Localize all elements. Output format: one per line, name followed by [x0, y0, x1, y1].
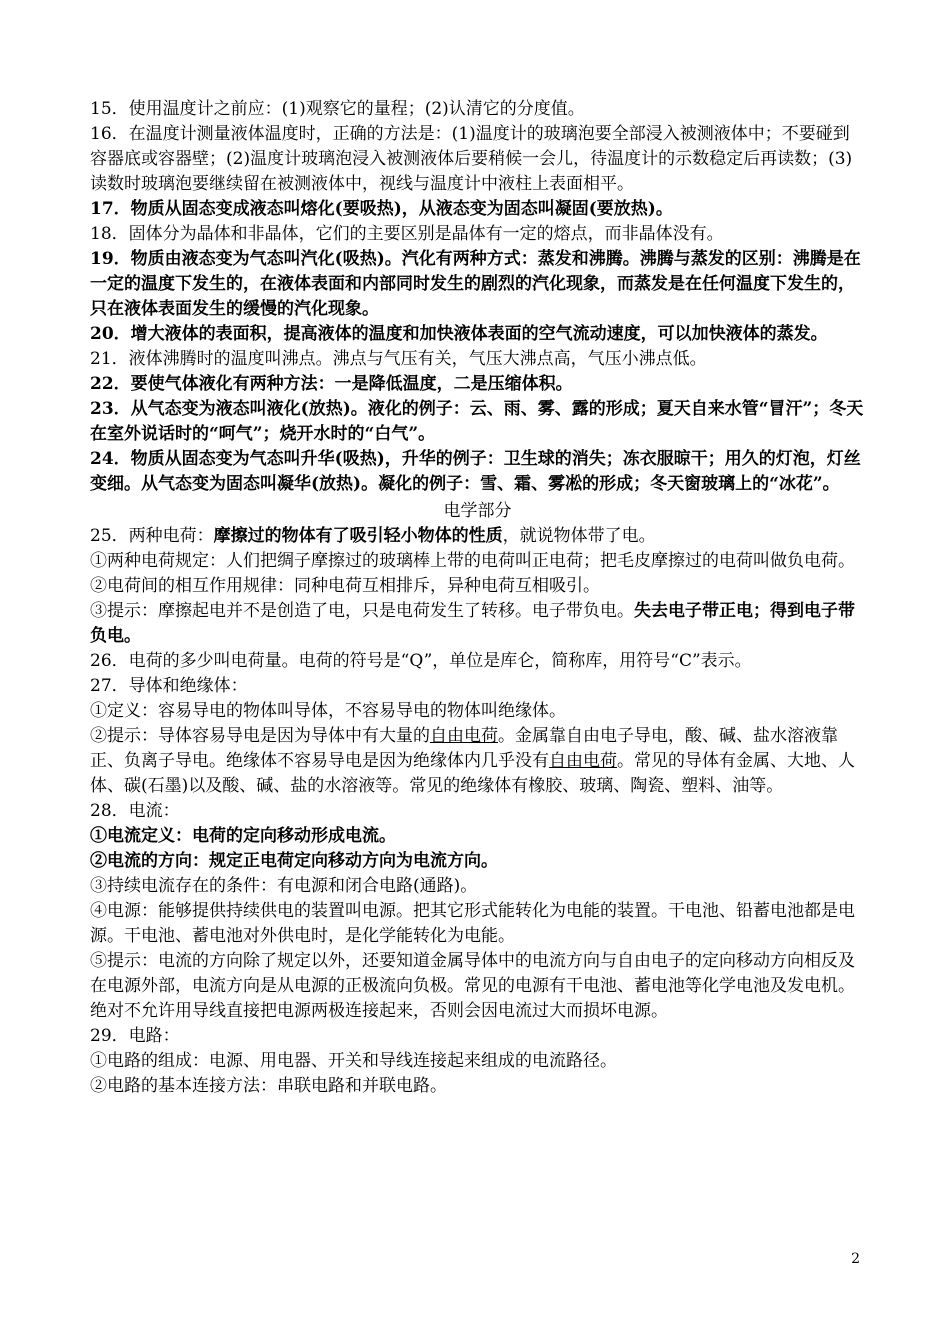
paragraph-27: 27．导体和绝缘体： [90, 676, 248, 696]
paragraph-22: 22．要使气体液化有两种方法：一是降低温度，二是压缩体积。 [90, 374, 573, 394]
paragraph-28-item-5: ⑤提示：电流的方向除了规定以外，还要知道金属导体中的电流方向与自由电子的定向移动方向相反及在电源外部，电流方向是从电源的正极流向负极。常见的电源有干电池、蓄电池等化学电池及发电机。绝对不允许用导线直接把电源两极连接起来，否则会因电流过大而损坏电源。 [90, 951, 855, 1021]
paragraph-21: 21．液体沸腾时的温度叫沸点。沸点与气压有关，气压大沸点高，气压小沸点低。 [90, 349, 707, 369]
paragraph-27-item-2-b: 。金属靠自由电子导电，酸、碱、盐水溶液靠正、负离子导电。绝缘体不容易导电是因为绝缘体内几乎没有 [90, 726, 838, 771]
paragraph-28-item-2: ②电流的方向：规定正电荷定向移动方向为电流方向。 [90, 851, 498, 871]
paragraph-25-item-2: ②电荷间的相互作用规律：同种电荷互相排斥，异种电荷互相吸引。 [90, 576, 600, 596]
paragraph-29-item-2: ②电路的基本连接方法：串联电路和并联电路。 [90, 1076, 447, 1096]
paragraph-27-item-1: ①定义：容易导电的物体叫导体，不容易导电的物体叫绝缘体。 [90, 701, 566, 721]
paragraph-29: 29．电路： [90, 1026, 180, 1046]
paragraph-19: 19．物质由液态变为气态叫汽化(吸热)。汽化有两种方式：蒸发和沸腾。沸腾与蒸发的区别：沸腾是在一定的温度下发生的，在液体表面和内部同时发生的剧烈的汽化现象，而蒸发是在任何温度下发生的，只在液体表面发生的缓慢的汽化现象。 [90, 249, 861, 319]
paragraph-25-item-1: ①两种电荷规定：人们把绸子摩擦过的玻璃棒上带的电荷叫正电荷；把毛皮摩擦过的电荷叫做负电荷。 [90, 551, 855, 571]
paragraph-23: 23．从气态变为液态叫液化(放热)。液化的例子：云、雨、雾、露的形成；夏天自来水管“冒汗”；冬天在室外说话时的“呵气”；烧开水时的“白气”。 [90, 399, 864, 444]
paragraph-27-item-2-c: 。常见的导体有金属、大地、人体、碳(石墨)以及酸、碱、盐的水溶液等。常见的绝缘体有橡胶、玻璃、陶瓷、塑料、油等。 [90, 751, 855, 796]
paragraph-24: 24．物质从固态变为气态叫升华(吸热)，升华的例子：卫生球的消失；冻衣服晾干；用久的灯泡，灯丝变细。从气态变为固态叫凝华(放热)。凝化的例子：雪、霜、雾凇的形成；冬天窗玻璃上的“冰花”。 [90, 449, 861, 494]
underlined-term-1: 自由电荷 [430, 726, 498, 746]
paragraph-28: 28．电流： [90, 801, 180, 821]
paragraph-25-item-3-emphasis: 失去电子带正电；得到电子带负电。 [90, 601, 855, 646]
paragraph-25-emphasis: 摩擦过的物体有了吸引轻小物体的性质 [213, 526, 503, 546]
paragraph-25 [90, 524, 865, 549]
document-body [90, 97, 865, 1099]
paragraph-28-item-3: ③持续电流存在的条件：有电源和闭合电路(通路)。 [90, 876, 478, 896]
paragraph-25-tail: ，就说物体带了电。 [502, 526, 656, 546]
paragraph-25-item-3-text: ③提示：摩擦起电并不是创造了电，只是电荷发生了转移。电子带负电。 [90, 601, 634, 621]
page-number: 2 [851, 1251, 860, 1267]
paragraph-29-item-1: ①电路的组成：电源、用电器、开关和导线连接起来组成的电流路径。 [90, 1051, 617, 1071]
paragraph-15: 15．使用温度计之前应：(1)观察它的量程；(2)认清它的分度值。 [90, 99, 585, 119]
paragraph-25-lead: 25．两种电荷： [90, 526, 214, 546]
paragraph-20: 20．增大液体的表面积，提高液体的温度和加快液体表面的空气流动速度，可以加快液体的蒸发。 [90, 324, 828, 344]
underlined-term-2: 自由电荷 [549, 751, 617, 771]
paragraph-28-item-1: ①电流定义：电荷的定向移动形成电流。 [90, 826, 396, 846]
paragraph-16: 16．在温度计测量液体温度时，正确的方法是：(1)温度计的玻璃泡要全部浸入被测液体中；不要碰到容器底或容器壁；(2)温度计玻璃泡浸入被测液体后要稍候一会儿，待温度计的示数稳定后再读数；(3)读数时玻璃泡要继续留在被测液体中，视线与温度计中液柱上表面相平。 [90, 124, 853, 194]
paragraph-25-item-3 [90, 599, 865, 649]
paragraph-18: 18．固体分为晶体和非晶体，它们的主要区别是晶体有一定的熔点，而非晶体没有。 [90, 224, 724, 244]
section-title: 电学部分 [443, 501, 512, 521]
paragraph-27-item-2 [90, 724, 865, 799]
paragraph-17: 17．物质从固态变成液态叫熔化(要吸热)，从液态变为固态叫凝固(要放热)。 [90, 199, 673, 219]
paragraph-28-item-4: ④电源：能够提供持续供电的装置叫电源。把其它形式能转化为电能的装置。干电池、铅蓄电池都是电源。干电池、蓄电池对外供电时，是化学能转化为电能。 [90, 901, 855, 946]
paragraph-27-item-2-a: ②提示：导体容易导电是因为导体中有大量的 [90, 726, 430, 746]
paragraph-26: 26．电荷的多少叫电荷量。电荷的符号是“Q”，单位是库仑，简称库，用符号“C”表示。 [90, 651, 752, 671]
